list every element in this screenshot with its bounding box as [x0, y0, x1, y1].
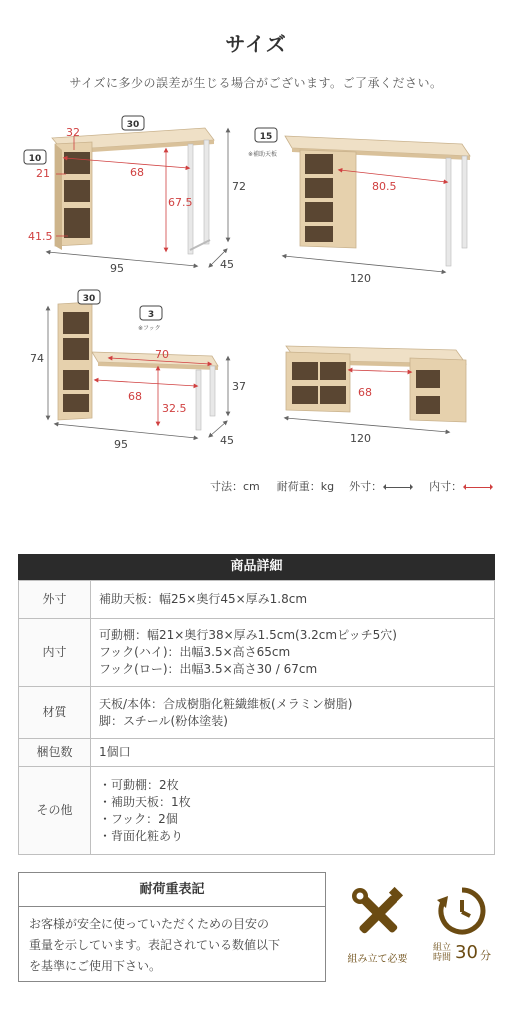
d3-height-right: 37	[232, 380, 246, 393]
size-note: サイズに多少の誤差が生じる場合がございます。ご了承ください。	[69, 76, 443, 90]
d1-width: 95	[110, 262, 124, 275]
spec-value: 補助天板：幅25×奥行45×厚み1.8cm	[91, 581, 495, 619]
assembly-time-badge	[422, 886, 502, 963]
spec-value: ・可動棚：2枚 ・補助天板：1枚 ・フック：2個 ・背面化粧あり	[91, 767, 495, 855]
weight-badge-icon	[255, 128, 277, 142]
table-row	[19, 581, 495, 619]
d1-dim-21: 21	[36, 167, 50, 180]
d1-dim-68: 68	[130, 166, 144, 179]
d2-note: ※補助天板	[248, 151, 278, 158]
spec-value: 1個口	[91, 739, 495, 767]
spec-value: 可動棚：幅21×奥行38×厚み1.5cm(3.2cmピッチ5穴) フック(ハイ)：出幅3.5×高さ65cm フック(ロー)：出幅3.5×高さ30 / 67cm	[91, 619, 495, 687]
d3-load-hook: 3	[147, 310, 155, 320]
diagram-desk-120	[248, 128, 470, 285]
weight-badge-icon	[122, 116, 144, 130]
outer-arrow-icon	[386, 487, 410, 488]
table-row	[19, 739, 495, 767]
d1-depth: 45	[220, 258, 234, 271]
legend-outer: 外寸：	[349, 480, 383, 493]
load-note-text: お客様が安全に使っていただくための目安の 重量を示しています。表記されている数値以下 を基準にご使用下さい。	[29, 917, 281, 973]
time-value: 30	[455, 942, 478, 963]
d1-height: 72	[232, 180, 246, 193]
d1-dim-41-5: 41.5	[28, 230, 53, 243]
spec-key: 梱包数	[19, 739, 91, 767]
d1-load-top: 30	[126, 120, 140, 130]
d4-width: 120	[350, 432, 371, 445]
assembly-time	[422, 942, 502, 963]
legend-load: 耐荷重：kg	[276, 480, 335, 493]
inner-arrow-icon	[466, 487, 490, 488]
diagram-low-desk-120	[286, 346, 466, 445]
legend-unit: 寸法：cm	[210, 480, 260, 493]
d3-hook-note: ※フック	[138, 325, 161, 332]
d3-load-top: 30	[82, 294, 96, 304]
d3-width: 95	[114, 438, 128, 451]
diagram-desk-95	[24, 116, 246, 275]
d2-width: 120	[350, 272, 371, 285]
assembly-label: 組み立て必要	[347, 954, 408, 965]
spec-key: 外寸	[19, 581, 91, 619]
legend-inner: 内寸：	[429, 480, 463, 493]
time-small-1: 組立	[433, 942, 452, 953]
d3-dim-70: 70	[155, 348, 169, 361]
time-unit: 分	[479, 948, 491, 962]
table-row	[19, 687, 495, 739]
dimension-legend	[210, 478, 494, 494]
table-row	[19, 619, 495, 687]
d3-dim-32-5: 32.5	[162, 402, 187, 415]
load-note-title: 耐荷重表記	[19, 873, 325, 907]
time-small-2: 時間	[433, 952, 452, 963]
d3-dim-68: 68	[128, 390, 142, 403]
tools-icon	[350, 886, 406, 942]
weight-badge-icon	[24, 150, 46, 164]
assembly-badge	[340, 886, 415, 965]
spec-title: 商品詳細	[18, 554, 495, 580]
page-title: サイズ	[225, 32, 287, 56]
spec-key: その他	[19, 767, 91, 855]
spec-key: 材質	[19, 687, 91, 739]
size-diagrams	[0, 100, 512, 500]
spec-value: 天板/本体：合成樹脂化粧繊維板(メラミン樹脂) 脚：スチール(粉体塗装)	[91, 687, 495, 739]
d1-dim-67-5: 67.5	[168, 196, 193, 209]
d2-dim-80-5: 80.5	[372, 180, 397, 193]
d3-depth: 45	[220, 434, 234, 447]
d1-dim-32: 32	[66, 126, 80, 139]
d3-height-left: 74	[30, 352, 44, 365]
weight-badge-icon	[78, 290, 100, 304]
diagram-low-desk-95	[30, 290, 246, 451]
weight-badge-icon	[140, 306, 162, 320]
table-row	[19, 767, 495, 855]
spec-key: 内寸	[19, 619, 91, 687]
spec-table	[18, 580, 495, 855]
d2-load: 15	[259, 132, 273, 142]
timer-icon	[434, 886, 490, 936]
d1-load-side: 10	[28, 154, 42, 164]
load-note-box	[18, 872, 326, 982]
d4-dim-68: 68	[358, 386, 372, 399]
